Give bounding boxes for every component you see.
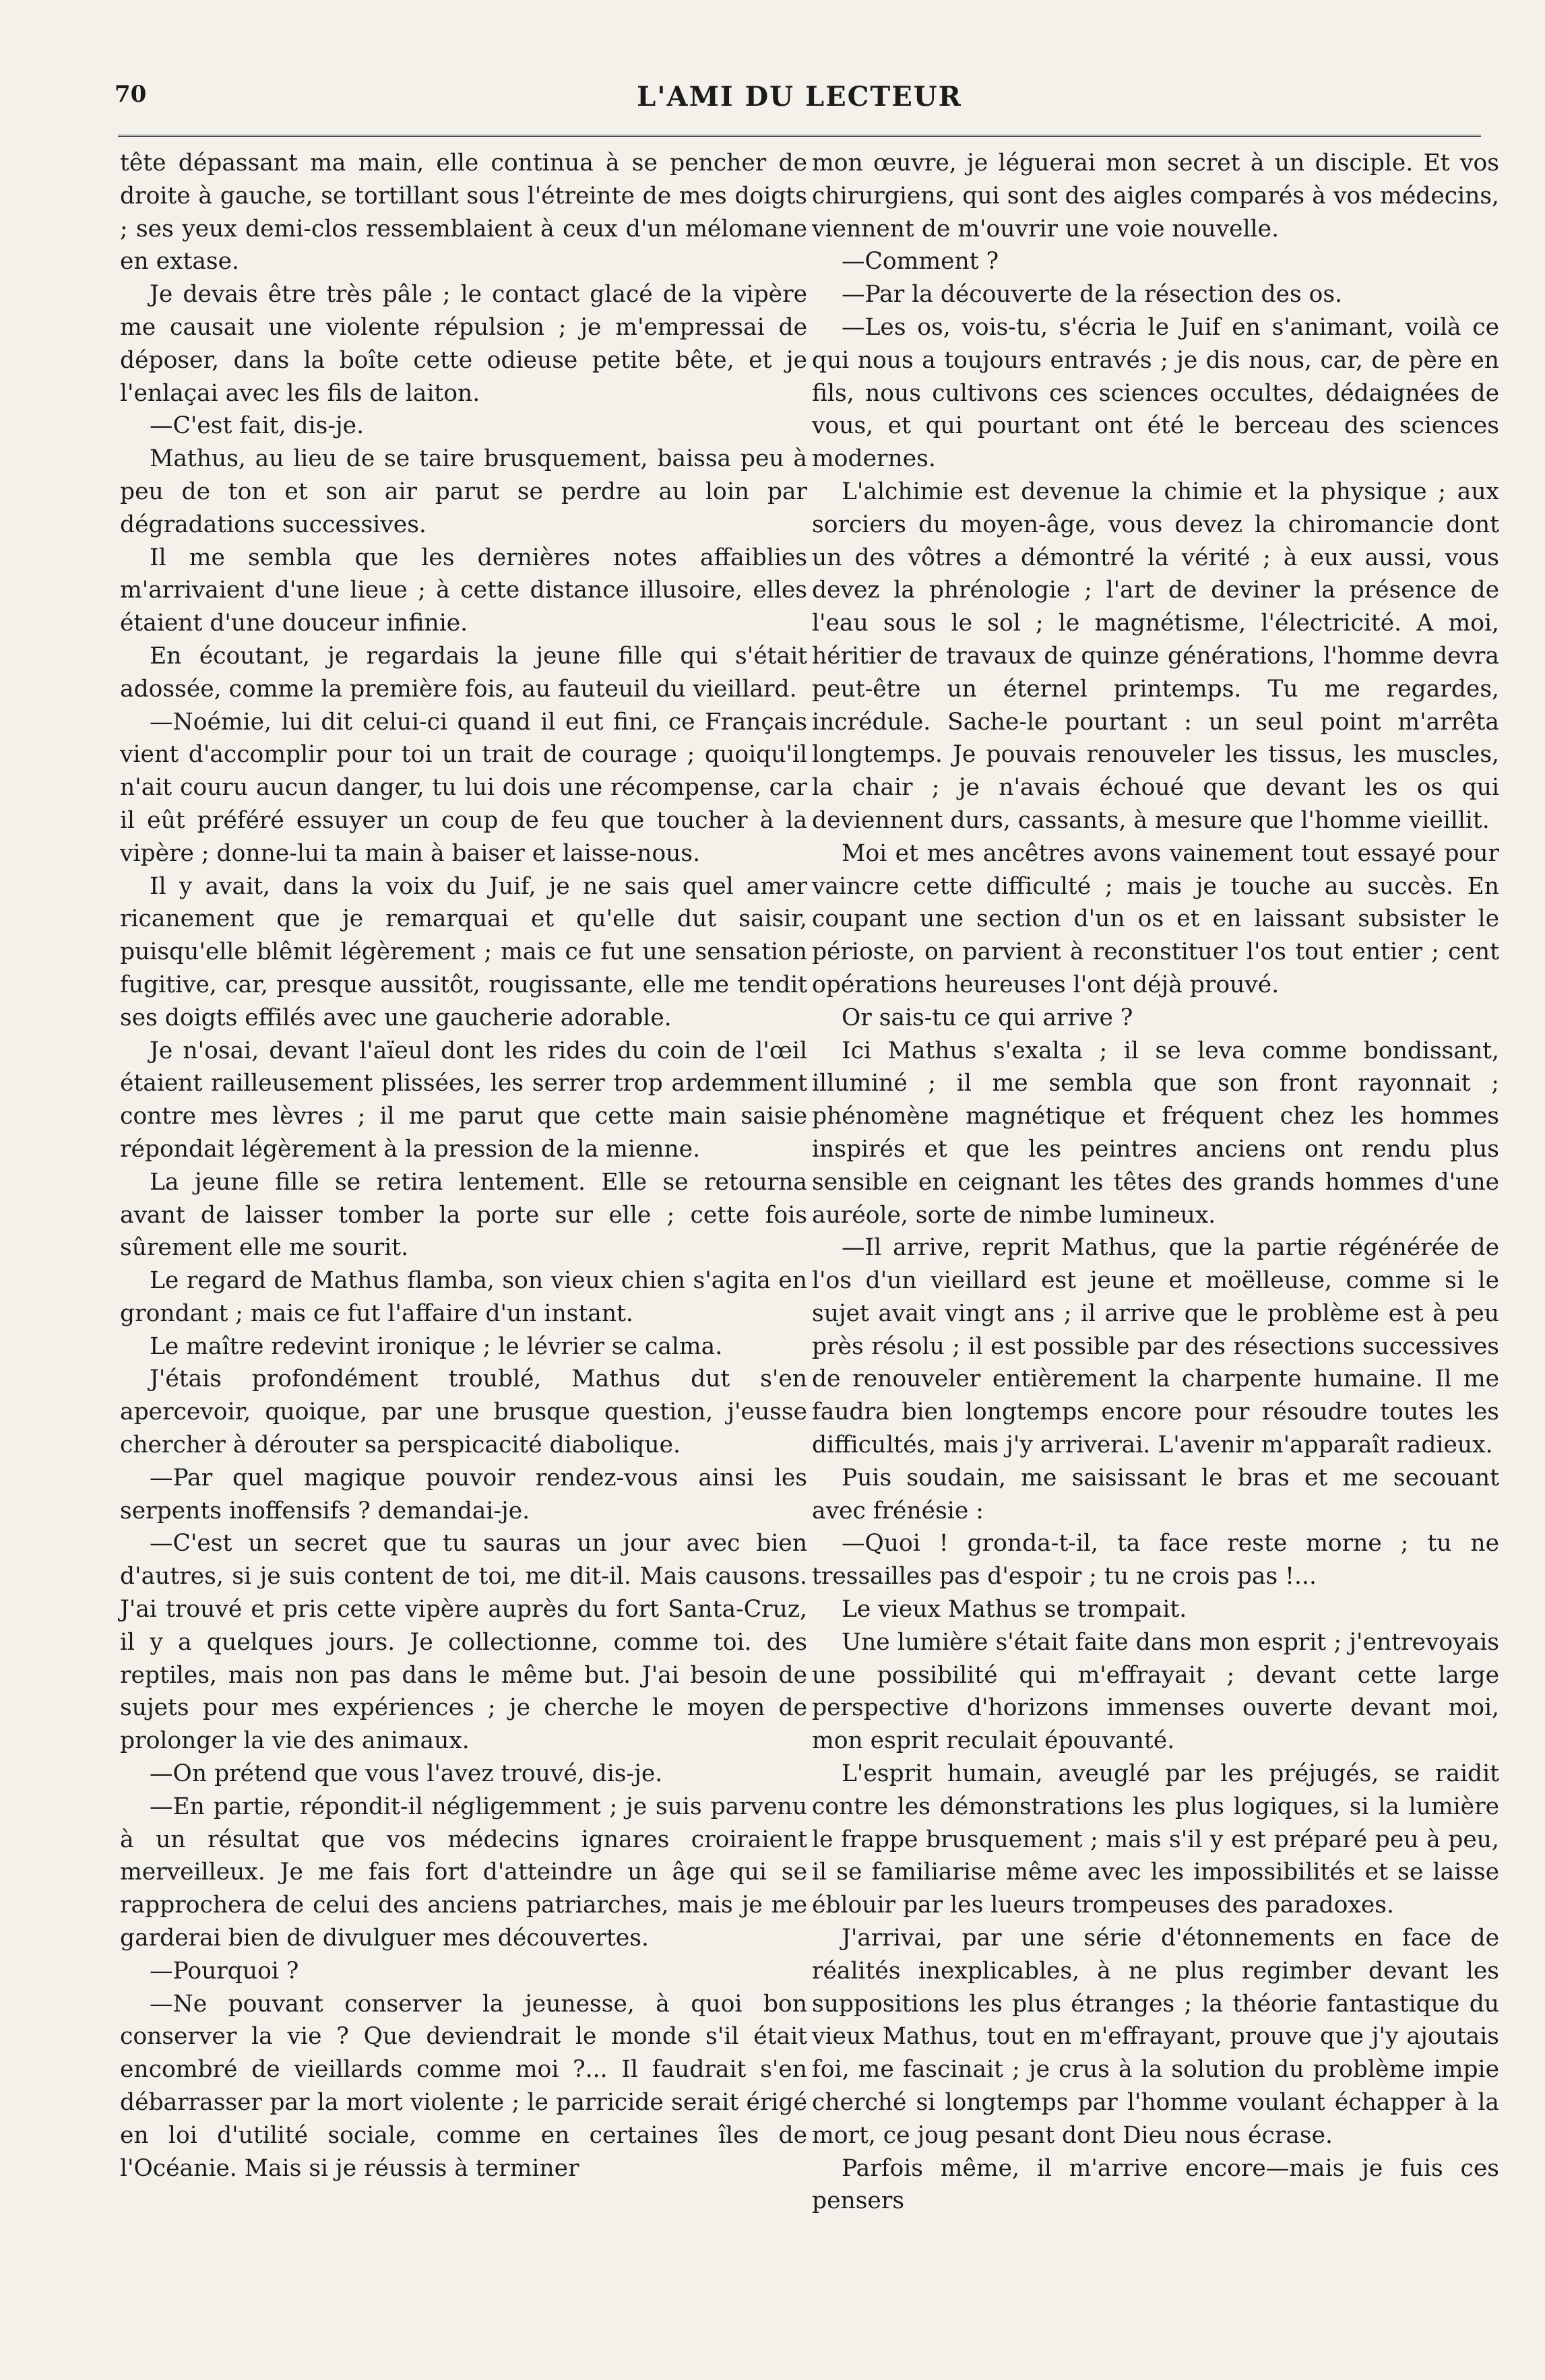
paragraph: —Les os, vois-tu, s'écria le Juif en s'animant, voilà ce qui nous a toujours entravés ; je dis nous, car, de père en fils, nous cultivons ces sciences occultes, dédaignées de vous, et qui pourtant ont été le berceau des sciences modernes. [812, 313, 1499, 473]
paragraph: J'étais profondément troublé, Mathus dut s'en apercevoir, quoique, par une brusque question, j'eusse chercher à dérouter sa perspicacité diabolique. [120, 1365, 807, 1459]
paragraph: Le vieux Mathus se trompait. [842, 1596, 1187, 1623]
paragraph: L'alchimie est devenue la chimie et la physique ; aux sorciers du moyen-âge, vous devez la chiromancie dont un des vôtres a démontré la vérité ; à eux aussi, vous devez la phrénologie ; l'art de deviner la présence de l'eau sous le sol ; le magnétisme, l'électricité. A moi, héritier de travaux de quinze générations, l'homme devra peut-être un éternel printemps. Tu me regardes, incrédule. Sache-le pourtant : un seul point m'arrêta longtemps. Je pouvais renouveler les tissus, les muscles, la chair ; je n'avais échoué que devant les os qui deviennent durs, cassants, à mesure que l'homme vieillit. [812, 478, 1499, 834]
paragraph: —On prétend que vous l'avez trouvé, dis-je. [150, 1760, 663, 1788]
header-rule [118, 135, 1481, 141]
paragraph: L'esprit humain, aveuglé par les préjugés, se raidit contre les démonstrations les plus logiques, si la lumière le frappe brusquement ; mais s'il y est préparé peu à peu, il se familiarise même avec les impossibilités et se laisse éblouir par les lueurs trompeuses des paradoxes. [812, 1760, 1499, 1919]
left-column [120, 147, 807, 2185]
page-header [94, 81, 1505, 121]
paragraph: —Par la découverte de la résection des os. [842, 281, 1343, 309]
page-number: 70 [115, 81, 147, 108]
paragraph: —En partie, répondit-il négligemment ; je suis parvenu à un résultat que vos médecins ignares croiraient merveilleux. Je me fais fort d'atteindre un âge qui se rapprochera de celui des anciens patriarches, mais je me garderai bien de divulguer mes découvertes. [120, 1793, 807, 1952]
paragraph: Une lumière s'était faite dans mon esprit ; j'entrevoyais une possibilité qui m'effrayait ; devant cette large perspective d'horizons immenses ouverte devant moi, mon esprit reculait épouvanté. [812, 1628, 1499, 1755]
paragraph: —Noémie, lui dit celui-ci quand il eut fini, ce Français vient d'accomplir pour toi un trait de courage ; quoiqu'il n'ait couru aucun danger, tu lui dois une récompense, car il eût préféré essuyer un coup de feu que toucher à la vipère ; donne-lui ta main à baiser et laisse-nous. [120, 708, 807, 867]
paragraph: Parfois même, il m'arrive encore—mais je fuis ces pensers [812, 2154, 1499, 2215]
paragraph: En écoutant, je regardais la jeune fille qui s'était adossée, comme la première fois, au fauteuil du vieillard. [120, 642, 807, 703]
paragraph: —Il arrive, reprit Mathus, que la partie régénérée de l'os d'un vieillard est jeune et moëlleuse, comme si le sujet avait vingt ans ; il arrive que le problème est à peu près résolu ; il est possible par des résections successives de renouveler entièrement la charpente humaine. Il me faudra bien longtemps encore pour résoudre toutes les difficultés, mais j'y arriverai. L'avenir m'apparaît radieux. [812, 1234, 1499, 1459]
paragraph: Il me sembla que les dernières notes affaiblies m'arrivaient d'une lieue ; à cette distance illusoire, elles étaient d'une douceur infinie. [120, 544, 807, 637]
paragraph: —Par quel magique pouvoir rendez-vous ainsi les serpents inoffensifs ? demandai-je. [120, 1464, 807, 1524]
paragraph: Le regard de Mathus flamba, son vieux chien s'agita en grondant ; mais ce fut l'affaire d'un instant. [120, 1267, 807, 1327]
running-title: L'AMI DU LECTEUR [637, 81, 962, 112]
paragraph: J'arrivai, par une série d'étonnements en face de réalités inexplicables, à ne plus regimber devant les suppositions les plus étranges ; la théorie fantastique du vieux Mathus, tout en m'effrayant, prouve que j'y ajoutais foi, me fascinait ; je crus à la solution du problème impie cherché si longtemps par l'homme voulant échapper à la mort, ce joug pesant dont Dieu nous écrase. [812, 1925, 1499, 2149]
paragraph: Ici Mathus s'exalta ; il se leva comme bondissant, illuminé ; il me sembla que son front rayonnait ; phénomène magnétique et fréquent chez les hommes inspirés et que les peintres anciens ont rendu plus sensible en ceignant les têtes des grands hommes d'une auréole, sorte de nimbe lumineux. [812, 1037, 1499, 1229]
paragraph: —C'est fait, dis-je. [150, 412, 365, 440]
paragraph: —C'est un secret que tu sauras un jour avec bien d'autres, si je suis content de toi, me dit-il. Mais causons. J'ai trouvé et pris cette vipère auprès du fort Santa-Cruz, il y a quelques jours. Je collectionne, comme toi. des reptiles, mais non pas dans le même but. J'ai besoin de sujets pour mes expériences ; je cherche le moyen de prolonger la vie des animaux. [120, 1530, 807, 1755]
paragraph: Je n'osai, devant l'aïeul dont les rides du coin de l'œil étaient railleusement plissées, les serrer trop ardemment contre mes lèvres ; il me parut que cette main saisie répondait légèrement à la pression de la mienne. [120, 1037, 807, 1163]
paragraph: Mathus, au lieu de se taire brusquement, baissa peu à peu de ton et son air parut se perdre au loin par dégradations successives. [120, 445, 807, 538]
paragraph: —Quoi ! gronda-t-il, ta face reste morne ; tu ne tressailles pas d'espoir ; tu ne crois pas !... [812, 1530, 1499, 1590]
paragraph: Or sais-tu ce qui arrive ? [842, 1004, 1133, 1031]
paragraph: —Ne pouvant conserver la jeunesse, à quoi bon conserver la vie ? Que deviendrait le monde s'il était encombré de vieillards comme moi ?... Il faudrait s'en débarrasser par la mort violente ; le parricide serait érigé en loi d'utilité sociale, comme en certaines îles de l'Océanie. Mais si je réussis à terminer [120, 1990, 807, 2182]
paragraph: Il y avait, dans la voix du Juif, je ne sais quel amer ricanement que je remarquai et qu'elle dut saisir, puisqu'elle blêmit légèrement ; mais ce fut une sensation fugitive, car, presque aussitôt, rougissante, elle me tendit ses doigts effilés avec une gaucherie adorable. [120, 872, 807, 1031]
paragraph: —Pourquoi ? [150, 1957, 299, 1985]
right-column [812, 147, 1499, 2218]
paragraph: Le maître redevint ironique ; le lévrier se calma. [150, 1332, 723, 1360]
paragraph: Moi et mes ancêtres avons vainement tout essayé pour vaincre cette difficulté ; mais je touche au succès. En coupant une section d'un os et en laissant subsister le périoste, on parvient à reconstituer l'os tout entier ; cent opérations heureuses l'ont déjà prouvé. [812, 839, 1499, 998]
paragraph: mon œuvre, je léguerai mon secret à un disciple. Et vos chirurgiens, qui sont des aigles comparés à vos médecins, viennent de m'ouvrir une voie nouvelle. [812, 150, 1499, 243]
paragraph: La jeune fille se retira lentement. Elle se retourna avant de laisser tomber la porte sur elle ; cette fois sûrement elle me sourit. [120, 1168, 807, 1262]
paragraph: Je devais être très pâle ; le contact glacé de la vipère me causait une violente répulsion ; je m'empressai de déposer, dans la boîte cette odieuse petite bête, et je l'enlaçai avec les fils de laiton. [120, 281, 807, 407]
paragraph: Puis soudain, me saisissant le bras et me secouant avec frénésie : [812, 1464, 1499, 1524]
paragraph: —Comment ? [842, 248, 999, 276]
paragraph: tête dépassant ma main, elle continua à se pencher de droite à gauche, se tortillant sous l'étreinte de mes doigts ; ses yeux demi-clos ressemblaient à ceux d'un mélomane en extase. [120, 150, 807, 276]
